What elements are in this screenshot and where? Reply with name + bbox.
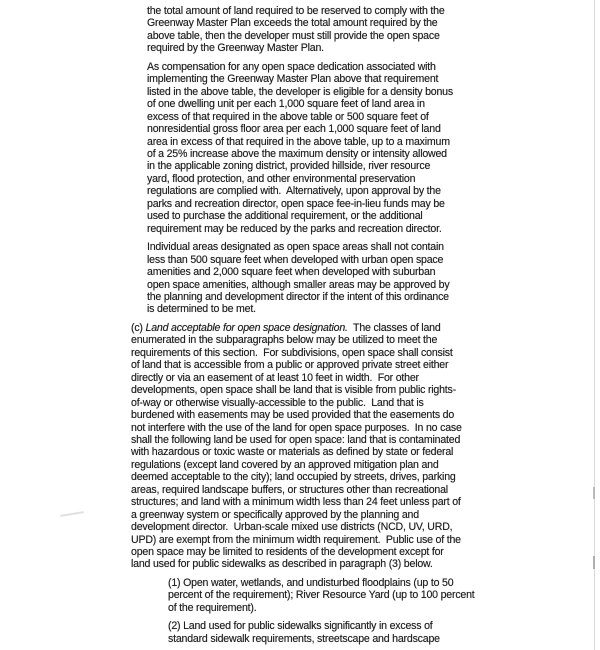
text-line: developments, open space shall be land that is visible from public rights-: [131, 384, 456, 397]
text-line: nonresidential gross floor area per each 1,000 square feet of land: [147, 123, 441, 136]
text-line: open space may be limited to residents of the development except for: [131, 546, 444, 559]
paragraph: [131, 322, 600, 571]
text-line: a greenway system or specifically approved by the planning and: [131, 508, 419, 521]
italic-text-segment: Land acceptable for open space designation.: [145, 321, 348, 334]
text-line: requirements of this section. For subdivisions, open space shall consist: [131, 346, 453, 359]
text-line: area in excess of that required in the above table, up to a maximum: [147, 135, 450, 148]
text-line: structures; and land with a minimum width less than 24 feet unless part of: [131, 496, 461, 509]
text-line: not interfere with the use of the land for open space purposes. In no case: [131, 421, 462, 434]
text-line: listed in the above table, the developer is eligible for a density bonus: [147, 85, 453, 98]
text-line: (1) Open water, wetlands, and undisturbed floodplains (up to 50: [168, 576, 454, 589]
text-line: of land that is accessible from a public or approved private street either: [131, 359, 449, 372]
text-line: percent of the requirement); River Resource Yard (up to 100 percent: [168, 589, 475, 602]
text-line: UPD) are exempt from the minimum width requirement. Public use of the: [131, 533, 461, 546]
text-line: is determined to be met.: [147, 303, 256, 316]
text-line: of the requirement).: [168, 601, 257, 614]
text-line: shall the following land be used for open space: land that is contaminated: [131, 433, 461, 446]
paragraph: [168, 620, 600, 645]
text-line: As compensation for any open space dedication associated with: [147, 60, 436, 73]
paragraph: [147, 241, 600, 316]
text-line: [131, 322, 600, 334]
text-line: requirement may be reduced by the parks and recreation director.: [147, 222, 442, 235]
text-line: Greenway Master Plan exceeds the total amount required by the: [147, 17, 438, 30]
text-line: of one dwelling unit per each 1,000 square feet of land area in: [147, 98, 425, 111]
text-line: directly or via an easement of at least 10 feet in width. For other: [131, 371, 419, 384]
text-line: less than 500 square feet when developed with urban open space: [147, 253, 444, 266]
text-line: (2) Land used for public sidewalks significantly in excess of: [168, 620, 433, 633]
text-line: development director. Urban-scale mixed use districts (NCD, UV, URD,: [131, 521, 453, 534]
text-line: areas, required landscape buffers, or structures other than recreational: [131, 483, 448, 496]
text-line: parks and recreation director, open space fee-in-lieu funds may be: [147, 197, 445, 210]
scan-artifact-line: [594, 0, 595, 650]
text-line: of-way or otherwise visually-accessible to the public. Land that is: [131, 396, 424, 409]
text-segment: The classes of land: [347, 321, 441, 334]
text-line: the planning and development director if the intent of this ordinance: [147, 290, 449, 303]
text-line: with hazardous or toxic waste or materials as defined by state or federal: [131, 446, 454, 459]
text-line: excess of that required in the above table or 500 square feet of: [147, 110, 429, 123]
text-line: Individual areas designated as open space areas shall not contain: [147, 241, 444, 254]
text-line: required by the Greenway Master Plan.: [147, 42, 324, 55]
text-line: amenities and 2,000 square feet when developed with suburban: [147, 266, 436, 279]
text-line: above table, then the developer must still provide the open space: [147, 29, 440, 42]
text-line: yard, flood protection, and other environmental preservation: [147, 172, 416, 185]
text-line: burdened with easements may be used provided that the easements do: [131, 409, 455, 422]
text-line: the total amount of land required to be reserved to comply with the: [147, 5, 445, 17]
text-line: standard sidewalk requirements, streetscape and hardscape: [168, 632, 440, 645]
scan-artifact-tick: [593, 487, 595, 499]
text-line: enumerated in the subparagraphs below may be utilized to meet the: [131, 334, 438, 347]
paragraph: [168, 577, 600, 614]
scan-artifact-tick: [593, 556, 595, 569]
paragraph: [147, 61, 600, 235]
text-line: regulations are complied with. Alternatively, upon approval by the: [147, 185, 441, 198]
text-line: land used for public sidewalks as described in paragraph (3) below.: [131, 558, 433, 571]
text-line: used to purchase the additional requirement, or the additional: [147, 210, 423, 223]
text-segment: (c): [131, 321, 146, 334]
text-line: in the applicable zoning district, provided hillside, river resource: [147, 160, 431, 173]
text-line: implementing the Greenway Master Plan above that requirement: [147, 73, 439, 86]
text-line: open space amenities, although smaller areas may be approved by: [147, 278, 450, 291]
paragraph: [147, 5, 600, 55]
document-text: [0, 5, 600, 650]
text-line: deemed acceptable to the city); land occupied by streets, drives, parking: [131, 471, 456, 484]
text-line: regulations (except land covered by an approved mitigation plan and: [131, 458, 439, 471]
text-line: of a 25% increase above the maximum density or intensity allowed: [147, 147, 447, 160]
